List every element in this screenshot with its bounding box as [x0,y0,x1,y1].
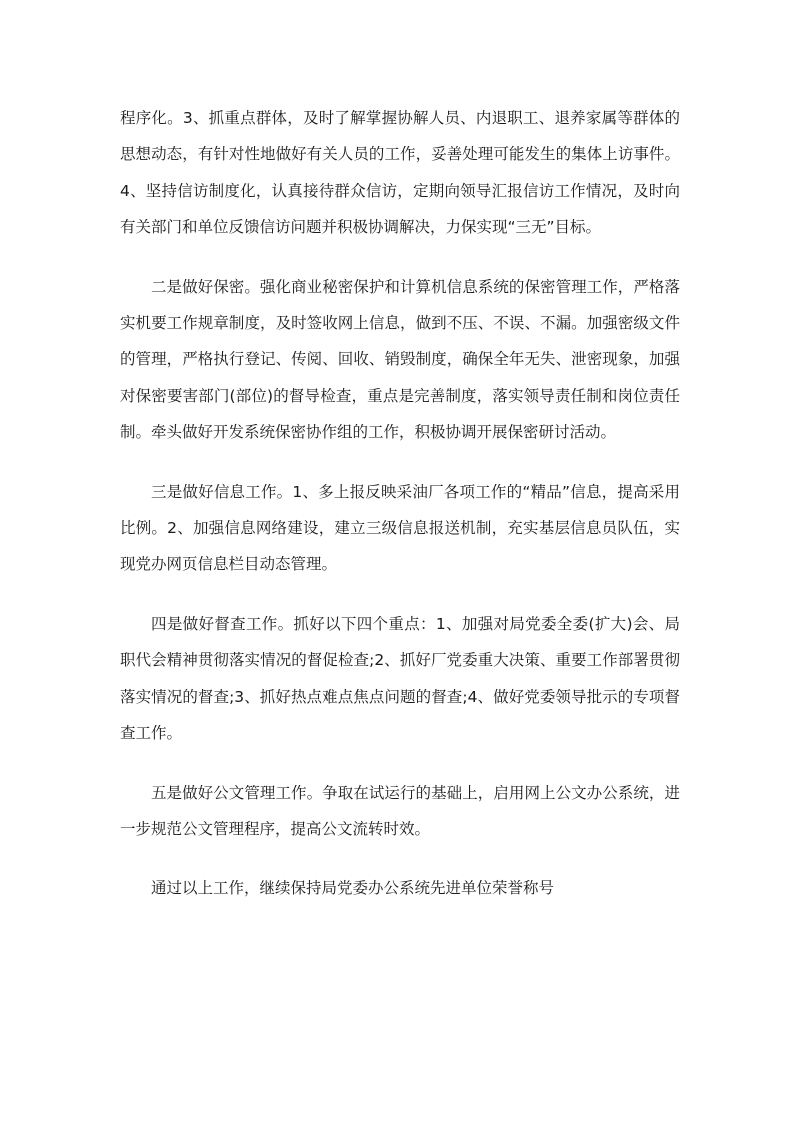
paragraph-supervision-work: 四是做好督查工作。抓好以下四个重点：1、加强对局党委全委(扩大)会、局职代会精神贯彻落实情况的督促检查;2、抓好厂党委重大决策、重要工作部署贯彻落实情况的督查;3、抓好热点难点焦点问题的督查;4、做好党委领导批示的专项督查工作。 [120,614,680,743]
document-body [120,100,680,930]
paragraph-information-work: 三是做好信息工作。1、多上报反映采油厂各项工作的“精品”信息，提高采用比例。2、加强信息网络建设，建立三级信息报送机制，充实基层信息员队伍，实现党办网页信息栏目动态管理。 [120,482,680,574]
paragraph-letters-visits: 程序化。3、抓重点群体，及时了解掌握协解人员、内退职工、退养家属等群体的思想动态，有针对性地做好有关人员的工作，妥善处理可能发生的集体上访事件。4、坚持信访制度化，认真接待群众信访，定期向领导汇报信访工作情况，及时向有关部门和单位反馈信访问题并积极协调解决，力保实现“三无”目标。 [120,109,680,237]
paragraph-conclusion: 通过以上工作，继续保持局党委办公系统先进单位荣誉称号 [151,879,555,898]
paragraph-document-management: 五是做好公文管理工作。争取在试运行的基础上，启用网上公文办公系统，进一步规范公文管理程序，提高公文流转时效。 [120,783,680,838]
paragraph-confidentiality: 二是做好保密。强化商业秘密保护和计算机信息系统的保密管理工作，严格落实机要工作规章制度，及时签收网上信息，做到不压、不误、不漏。加强密级文件的管理，严格执行登记、传阅、回收、销毁制度，确保全年无失、泄密现象，加强对保密要害部门(部位)的督导检查，重点是完善制度，落实领导责任制和岗位责任制。牵头做好开发系统保密协作组的工作，积极协调开展保密研讨活动。 [120,277,680,442]
